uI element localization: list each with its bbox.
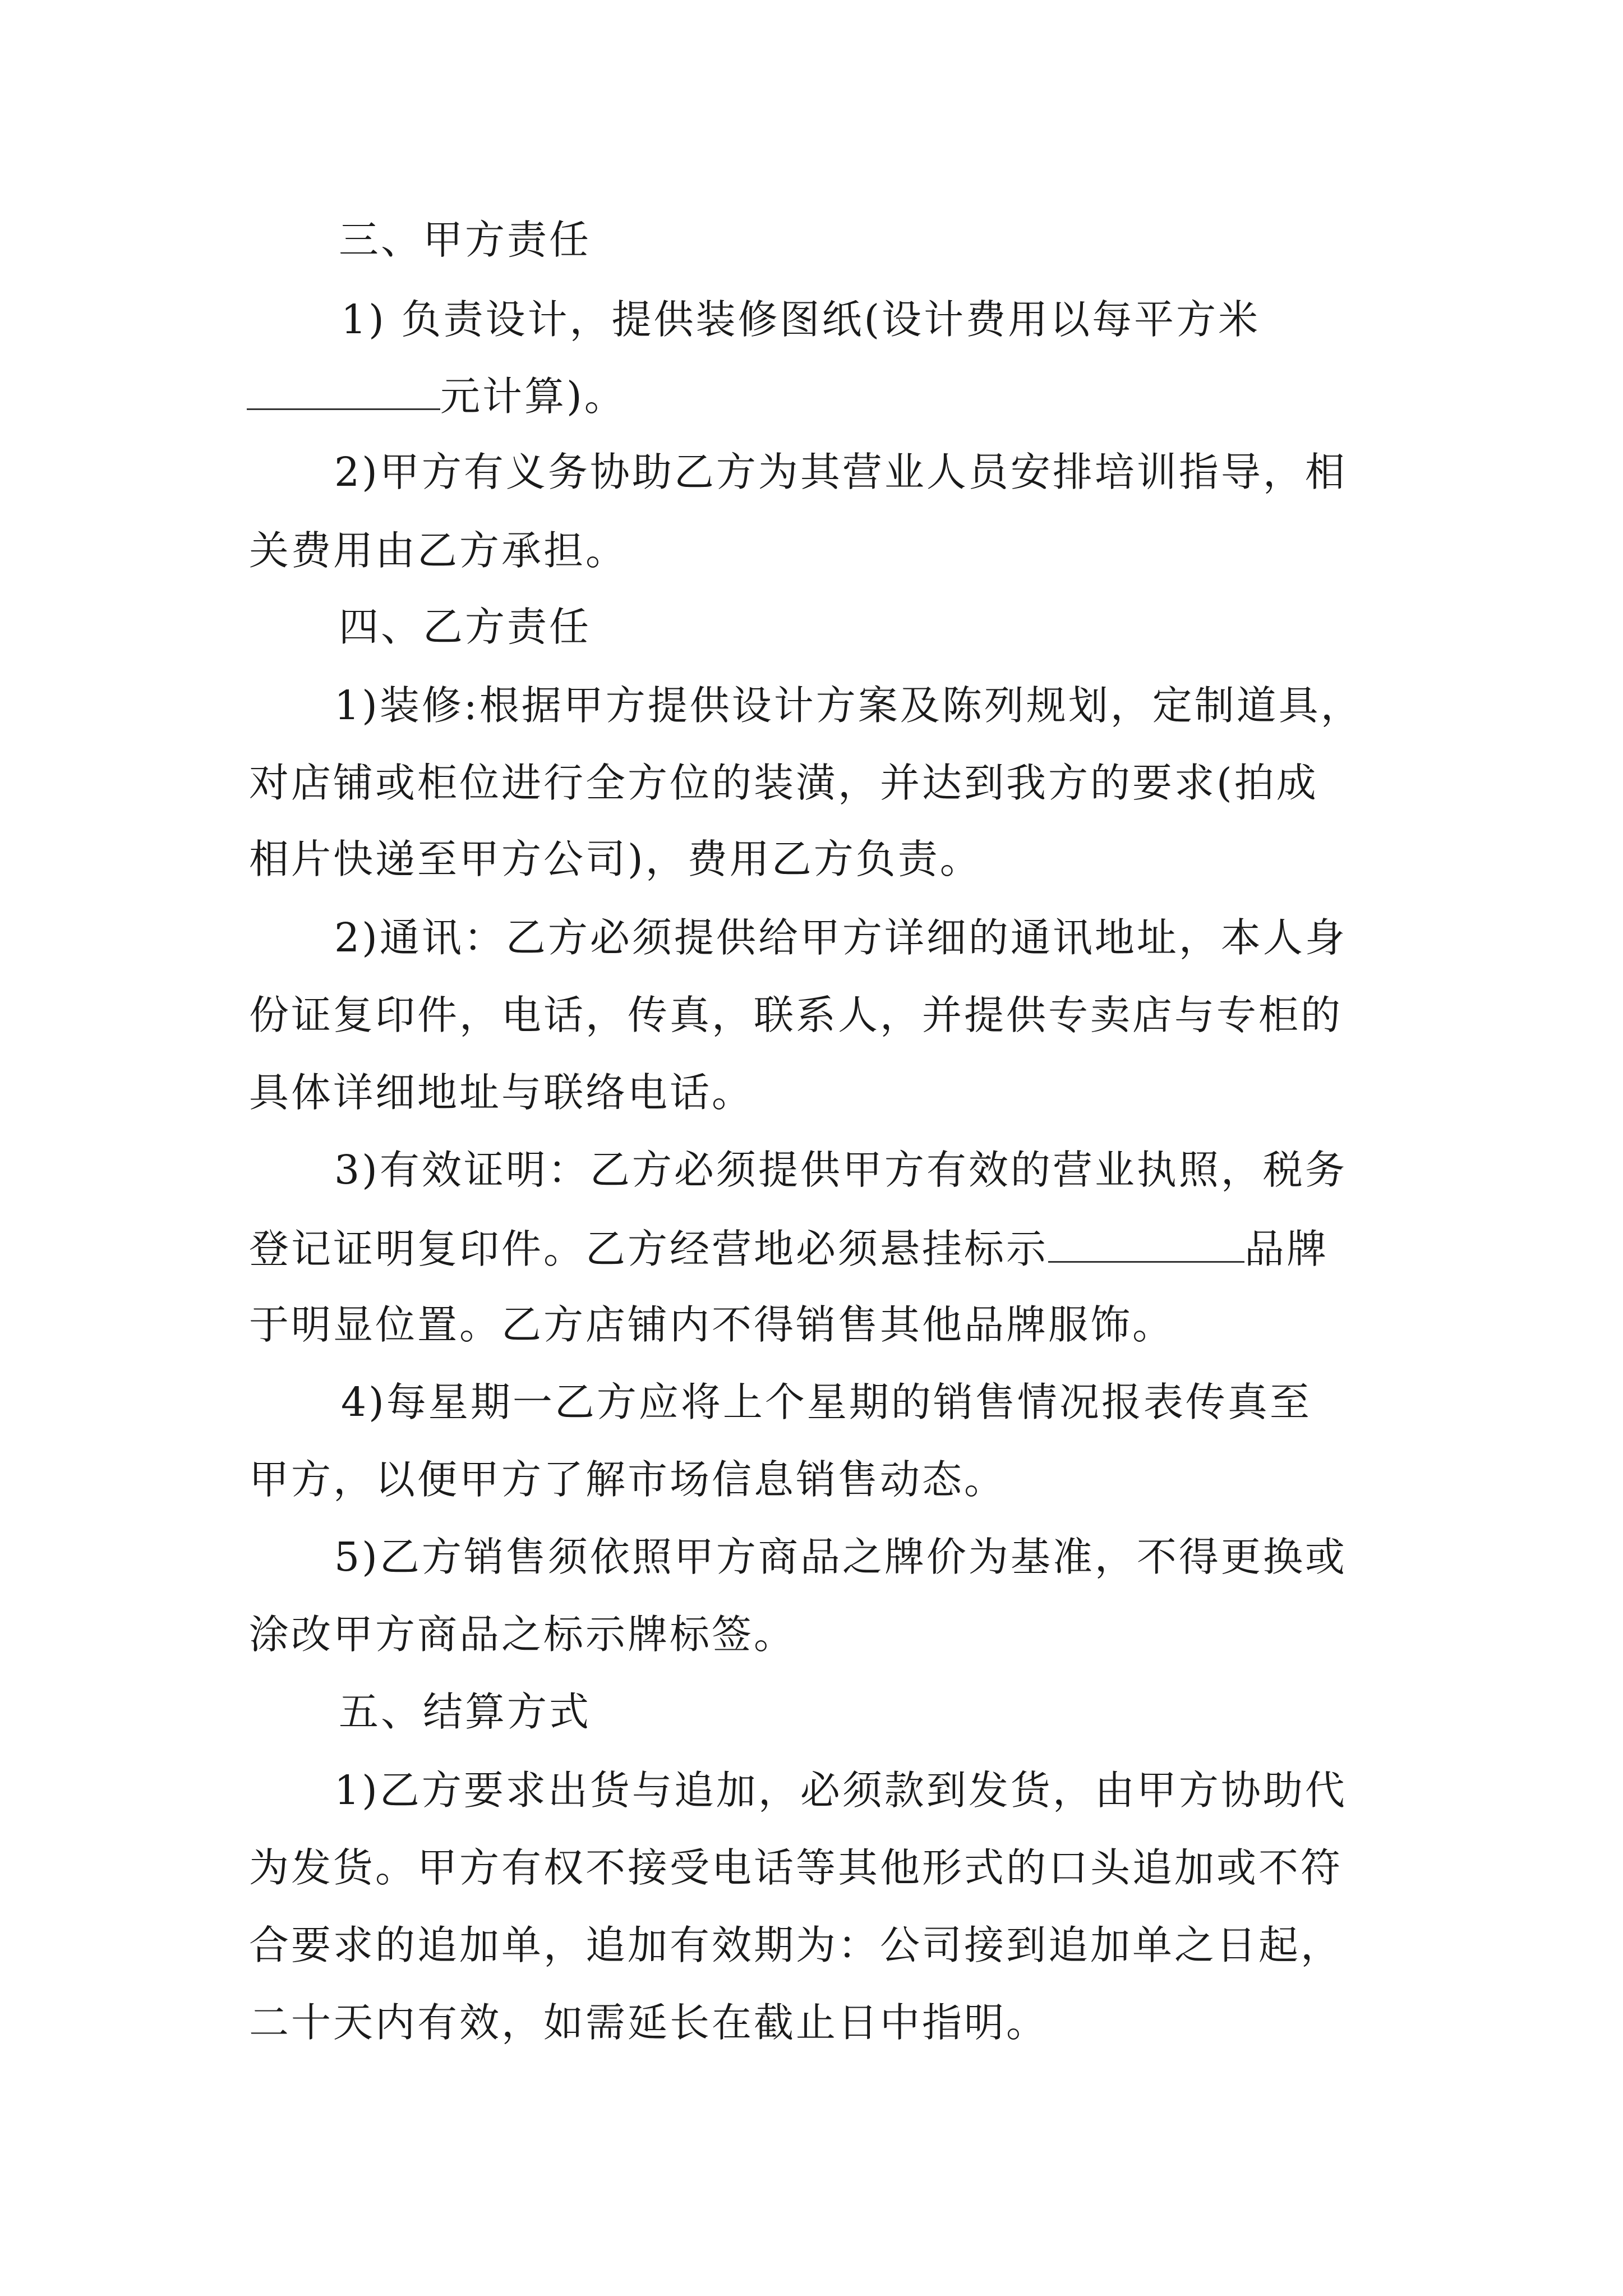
paragraph-line: 甲方，以便甲方了解市场信息销售动态。	[249, 1456, 1007, 1503]
paragraph-line: 份证复印件，电话，传真，联系人，并提供专卖店与专柜的	[249, 992, 1343, 1038]
paragraph-line: 1) 负责设计，提供装修图纸(设计费用以每平方米	[341, 296, 1261, 343]
paragraph-line: 相片快递至甲方公司)，费用乙方负责。	[249, 836, 982, 882]
paragraph-text: 登记证明复印件。乙方经营地必须悬挂标示	[249, 1226, 1049, 1272]
paragraph-line: 2)通讯：乙方必须提供给甲方详细的通讯地址，本人身	[334, 914, 1347, 961]
paragraph-text: 品牌	[1244, 1226, 1329, 1272]
paragraph-line	[247, 373, 626, 420]
paragraph-text: 元计算)。	[440, 373, 626, 420]
paragraph-line: 合要求的追加单，追加有效期为：公司接到追加单之日起，	[249, 1922, 1343, 1968]
section-heading-5: 五、结算方式	[339, 1688, 592, 1735]
fill-in-blank[interactable]	[1048, 1227, 1244, 1263]
paragraph-line: 于明显位置。乙方店铺内不得销售其他品牌服饰。	[249, 1301, 1175, 1348]
paragraph-line	[249, 1226, 1329, 1272]
paragraph-line: 二十天内有效，如需延长在截止日中指明。	[249, 1999, 1049, 2046]
paragraph-line: 具体详细地址与联络电话。	[249, 1069, 754, 1116]
paragraph-line: 5)乙方销售须依照甲方商品之牌价为基准，不得更换或	[334, 1534, 1347, 1580]
paragraph-line: 涂改甲方商品之标示牌标签。	[249, 1611, 796, 1658]
paragraph-line: 为发货。甲方有权不接受电话等其他形式的口头追加或不符	[249, 1844, 1343, 1891]
paragraph-line: 1)乙方要求出货与追加，必须款到发货，由甲方协助代	[334, 1767, 1347, 1814]
paragraph-line: 1)装修:根据甲方提供设计方案及陈列规划，定制道具，	[334, 682, 1363, 729]
paragraph-line: 2)甲方有义务协助乙方为其营业人员安排培训指导，相	[334, 449, 1347, 495]
paragraph-line: 3)有效证明：乙方必须提供甲方有效的营业执照，税务	[334, 1147, 1347, 1193]
section-heading-4: 四、乙方责任	[339, 604, 592, 650]
section-heading-3: 三、甲方责任	[339, 217, 592, 263]
paragraph-line: 4)每星期一乙方应将上个星期的销售情况报表传真至	[341, 1379, 1312, 1425]
paragraph-line: 对店铺或柜位进行全方位的装潢，并达到我方的要求(拍成	[249, 760, 1318, 806]
paragraph-line: 关费用由乙方承担。	[249, 527, 628, 574]
fill-in-blank[interactable]	[247, 375, 440, 410]
